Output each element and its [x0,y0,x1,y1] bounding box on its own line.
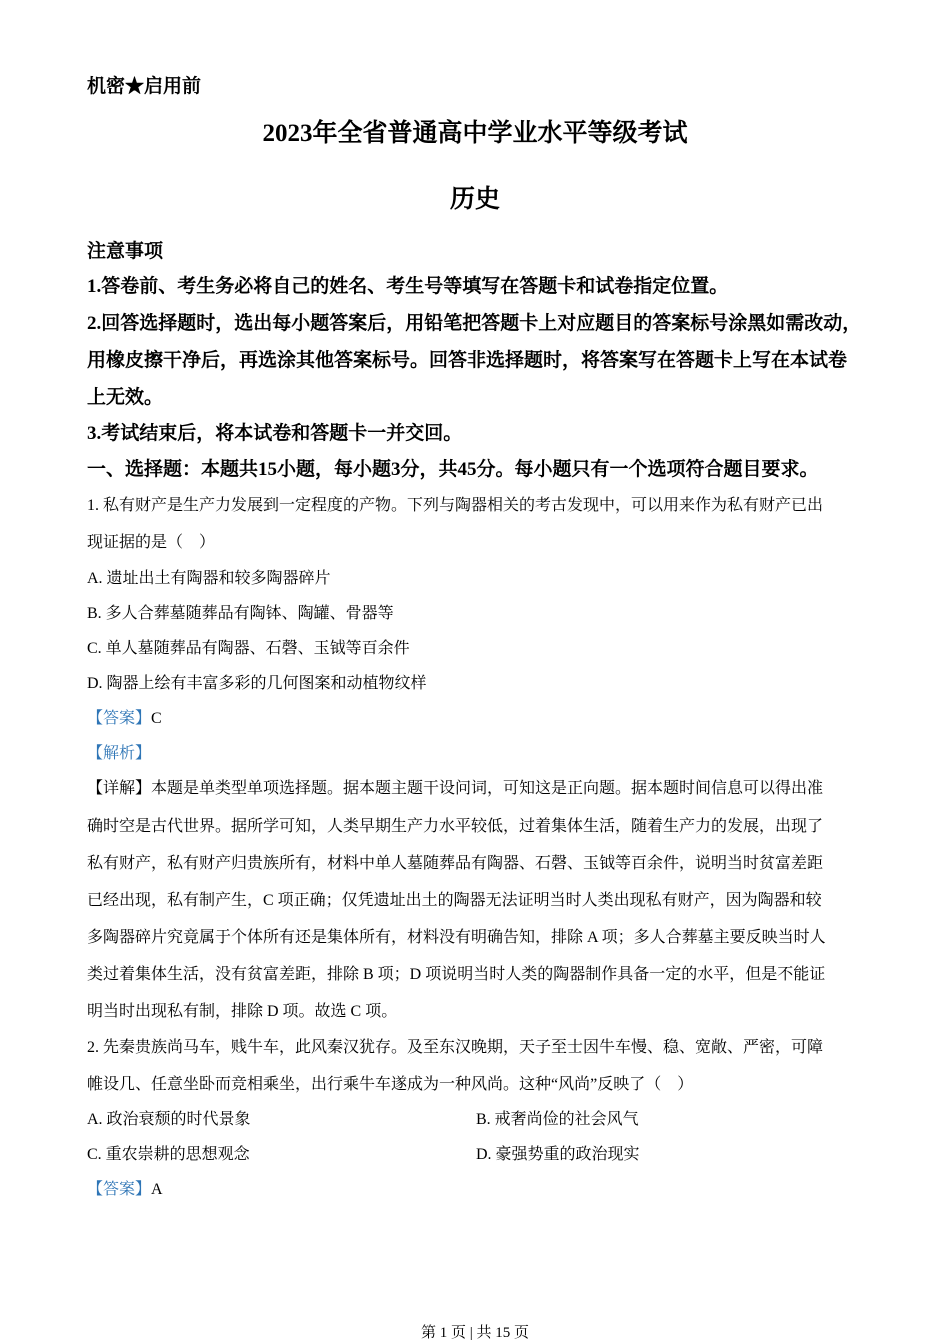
q2-option-d: D. 豪强势重的政治现实 [476,1146,640,1163]
q2-option-b: B. 戒奢尚俭的社会风气 [476,1111,639,1128]
notes-line: 2.回答选择题时，选出每小题答案后，用铅笔把答题卡上对应题目的答案标号涂黑如需改动， [87,313,862,334]
q1-option-d: D. 陶器上绘有丰富多彩的几何图案和动植物纹样 [87,675,427,692]
notes-heading: 注意事项 [87,241,164,262]
q1-option-c: C. 单人墓随葬品有陶器、石磬、玉钺等百余件 [87,640,410,657]
q1-detail [87,781,823,797]
q1-stem: 现证据的是（ ） [87,534,216,551]
q1-analysis-label: 【解析】 [87,745,152,762]
detail-line: 本题是单类型单项选择题。据本题主题干设问词，可知这是正向题。据本题时间信息可以得出准 [151,780,824,797]
answer-label: 【答案】 [87,710,152,727]
answer-value: C [151,710,162,727]
page-footer: 第 1 页 | 共 15 页 [420,1325,529,1341]
q2-answer [87,1182,163,1198]
q1-answer [87,711,162,727]
answer-value: A [151,1181,163,1198]
confidential-mark: 机密★启用前 [87,76,202,97]
detail-line: 明当时出现私有制，排除 D 项。故选 C 项。 [87,1003,398,1020]
subject-title: 历史 [449,186,500,213]
detail-line: 私有财产，私有财产归贵族所有，材料中单人墓随葬品有陶器、石磬、玉钺等百余件，说明当时贫富差距 [87,855,824,872]
detail-line: 确时空是古代世界。据所学可知，人类早期生产力水平较低，过着集体生活，随着生产力的发展，出现了 [87,818,824,835]
q2-stem: 帷设几、任意坐卧而竞相乘坐，出行乘牛车遂成为一种风尚。这种“风尚”反映了（ ） [87,1076,694,1093]
q1-stem: 1. 私有财产是生产力发展到一定程度的产物。下列与陶器相关的考古发现中，可以用来作为私有财产已出 [87,497,824,514]
detail-line: 类过着集体生活，没有贫富差距，排除 B 项；D 项说明当时人类的陶器制作具备一定的水平，但是不能证 [87,966,826,983]
q1-option-b: B. 多人合葬墓随葬品有陶钵、陶罐、骨器等 [87,605,394,622]
q2-option-a: A. 政治衰颓的时代景象 [87,1111,251,1128]
q2-option-c: C. 重农崇耕的思想观念 [87,1146,250,1163]
notes-line: 用橡皮擦干净后，再选涂其他答案标号。回答非选择题时，将答案写在答题卡上写在本试卷 [87,350,848,371]
answer-label: 【答案】 [87,1181,152,1198]
q1-option-a: A. 遗址出土有陶器和较多陶器碎片 [87,570,331,587]
detail-label: 【详解】 [87,780,152,797]
detail-line: 已经出现，私有制产生，C 项正确；仅凭遗址出土的陶器无法证明当时人类出现私有财产，因为陶器和较 [87,892,822,909]
q2-stem: 2. 先秦贵族尚马车，贱牛车，此风秦汉犹存。及至东汉晚期，天子至士因牛车慢、稳、宽敞、严密，可障 [87,1039,824,1056]
exam-title: 2023年全省普通高中学业水平等级考试 [262,120,688,147]
section-heading: 一、选择题：本题共15小题，每小题3分，共45分。每小题只有一个选项符合题目要求。 [87,459,819,480]
notes-line: 3.考试结束后，将本试卷和答题卡一并交回。 [87,423,463,444]
notes-line: 上无效。 [87,387,164,408]
notes-line: 1.答卷前、考生务必将自己的姓名、考生号等填写在答题卡和试卷指定位置。 [87,276,729,297]
detail-line: 多陶器碎片究竟属于个体所有还是集体所有，材料没有明确告知，排除 A 项；多人合葬墓主要反映当时人 [87,929,826,946]
